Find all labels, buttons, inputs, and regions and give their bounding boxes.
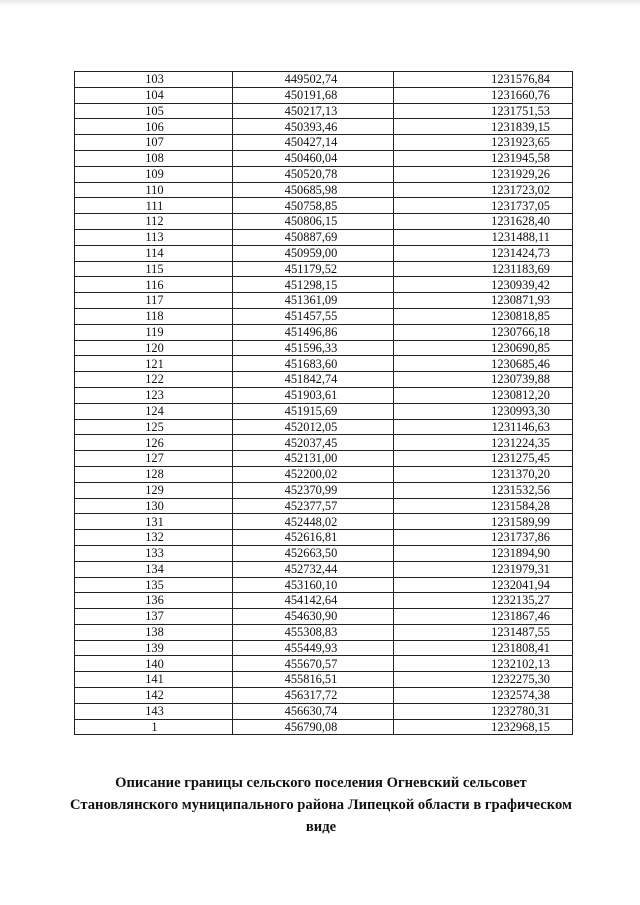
y-coordinate-cell: 1231275,45 [394,451,573,467]
point-number-cell: 111 [75,198,233,214]
table-row [75,261,573,277]
x-coordinate-cell: 450427,14 [233,135,394,151]
x-coordinate-cell: 450393,46 [233,119,394,135]
table-row [75,245,573,261]
x-coordinate-cell: 452012,05 [233,419,394,435]
x-coordinate-cell: 451496,86 [233,324,394,340]
x-coordinate-cell: 450191,68 [233,87,394,103]
x-coordinate-cell: 452131,00 [233,451,394,467]
x-coordinate-cell: 450887,69 [233,229,394,245]
table-row [75,119,573,135]
y-coordinate-cell: 1230739,88 [394,372,573,388]
coordinates-table [74,71,573,735]
point-number-cell: 113 [75,229,233,245]
x-coordinate-cell: 456790,08 [233,719,394,735]
point-number-cell: 138 [75,624,233,640]
table-row [75,372,573,388]
point-number-cell: 114 [75,245,233,261]
point-number-cell: 140 [75,656,233,672]
point-number-cell: 136 [75,593,233,609]
table-row [75,166,573,182]
y-coordinate-cell: 1231660,76 [394,87,573,103]
y-coordinate-cell: 1230993,30 [394,403,573,419]
coordinates-table-body [75,72,573,735]
x-coordinate-cell: 449502,74 [233,72,394,88]
table-row [75,466,573,482]
point-number-cell: 135 [75,577,233,593]
y-coordinate-cell: 1232135,27 [394,593,573,609]
y-coordinate-cell: 1230812,20 [394,387,573,403]
y-coordinate-cell: 1231894,90 [394,545,573,561]
y-coordinate-cell: 1231737,05 [394,198,573,214]
table-row [75,593,573,609]
x-coordinate-cell: 450959,00 [233,245,394,261]
y-coordinate-cell: 1231424,73 [394,245,573,261]
y-coordinate-cell: 1231488,11 [394,229,573,245]
x-coordinate-cell: 455670,57 [233,656,394,672]
x-coordinate-cell: 450217,13 [233,103,394,119]
y-coordinate-cell: 1232102,13 [394,656,573,672]
point-number-cell: 105 [75,103,233,119]
point-number-cell: 128 [75,466,233,482]
x-coordinate-cell: 456630,74 [233,703,394,719]
table-row [75,514,573,530]
x-coordinate-cell: 452377,57 [233,498,394,514]
table-row [75,498,573,514]
x-coordinate-cell: 451457,55 [233,308,394,324]
table-row [75,530,573,546]
point-number-cell: 131 [75,514,233,530]
caption-line-3: виде [305,819,337,835]
point-number-cell: 115 [75,261,233,277]
table-row [75,293,573,309]
x-coordinate-cell: 451596,33 [233,340,394,356]
y-coordinate-cell: 1231532,56 [394,482,573,498]
y-coordinate-cell: 1231839,15 [394,119,573,135]
point-number-cell: 126 [75,435,233,451]
caption-line-1: Описание границы сельского поселения Огневский сельсовет [115,775,527,791]
y-coordinate-cell: 1232041,94 [394,577,573,593]
x-coordinate-cell: 450758,85 [233,198,394,214]
y-coordinate-cell: 1231487,55 [394,624,573,640]
table-row [75,688,573,704]
point-number-cell: 139 [75,640,233,656]
y-coordinate-cell: 1232780,31 [394,703,573,719]
y-coordinate-cell: 1230818,85 [394,308,573,324]
point-number-cell: 109 [75,166,233,182]
table-row [75,672,573,688]
point-number-cell: 106 [75,119,233,135]
table-row [75,545,573,561]
x-coordinate-cell: 452616,81 [233,530,394,546]
y-coordinate-cell: 1231224,35 [394,435,573,451]
table-row [75,356,573,372]
table-row [75,87,573,103]
point-number-cell: 118 [75,308,233,324]
x-coordinate-cell: 451903,61 [233,387,394,403]
y-coordinate-cell: 1231576,84 [394,72,573,88]
table-row [75,419,573,435]
x-coordinate-cell: 454630,90 [233,609,394,625]
point-number-cell: 1 [75,719,233,735]
y-coordinate-cell: 1230685,46 [394,356,573,372]
x-coordinate-cell: 451915,69 [233,403,394,419]
x-coordinate-cell: 451298,15 [233,277,394,293]
section-caption [60,772,582,838]
table-row [75,324,573,340]
table-row [75,229,573,245]
scan-top-edge [0,0,640,6]
y-coordinate-cell: 1231923,65 [394,135,573,151]
y-coordinate-cell: 1231929,26 [394,166,573,182]
x-coordinate-cell: 451361,09 [233,293,394,309]
y-coordinate-cell: 1231183,69 [394,261,573,277]
y-coordinate-cell: 1231751,53 [394,103,573,119]
y-coordinate-cell: 1232275,30 [394,672,573,688]
table-row [75,656,573,672]
point-number-cell: 134 [75,561,233,577]
table-row [75,150,573,166]
y-coordinate-cell: 1231584,28 [394,498,573,514]
x-coordinate-cell: 452200,02 [233,466,394,482]
x-coordinate-cell: 450520,78 [233,166,394,182]
y-coordinate-cell: 1231979,31 [394,561,573,577]
table-row [75,482,573,498]
x-coordinate-cell: 452732,44 [233,561,394,577]
y-coordinate-cell: 1230690,85 [394,340,573,356]
point-number-cell: 103 [75,72,233,88]
table-row [75,703,573,719]
y-coordinate-cell: 1232968,15 [394,719,573,735]
table-row [75,198,573,214]
point-number-cell: 133 [75,545,233,561]
table-row [75,103,573,119]
table-row [75,214,573,230]
point-number-cell: 121 [75,356,233,372]
point-number-cell: 119 [75,324,233,340]
point-number-cell: 107 [75,135,233,151]
point-number-cell: 120 [75,340,233,356]
y-coordinate-cell: 1231945,58 [394,150,573,166]
table-row [75,640,573,656]
x-coordinate-cell: 456317,72 [233,688,394,704]
table-row [75,135,573,151]
point-number-cell: 110 [75,182,233,198]
x-coordinate-cell: 451179,52 [233,261,394,277]
x-coordinate-cell: 455816,51 [233,672,394,688]
table-row [75,277,573,293]
x-coordinate-cell: 451683,60 [233,356,394,372]
x-coordinate-cell: 452448,02 [233,514,394,530]
point-number-cell: 125 [75,419,233,435]
point-number-cell: 130 [75,498,233,514]
table-row [75,577,573,593]
point-number-cell: 143 [75,703,233,719]
point-number-cell: 122 [75,372,233,388]
x-coordinate-cell: 455308,83 [233,624,394,640]
table-row [75,182,573,198]
x-coordinate-cell: 455449,93 [233,640,394,656]
table-row [75,561,573,577]
x-coordinate-cell: 453160,10 [233,577,394,593]
point-number-cell: 117 [75,293,233,309]
point-number-cell: 141 [75,672,233,688]
table-row [75,609,573,625]
point-number-cell: 127 [75,451,233,467]
point-number-cell: 116 [75,277,233,293]
y-coordinate-cell: 1231146,63 [394,419,573,435]
y-coordinate-cell: 1232574,38 [394,688,573,704]
y-coordinate-cell: 1231808,41 [394,640,573,656]
point-number-cell: 129 [75,482,233,498]
table-row [75,403,573,419]
point-number-cell: 104 [75,87,233,103]
point-number-cell: 124 [75,403,233,419]
table-row [75,624,573,640]
table-row [75,340,573,356]
y-coordinate-cell: 1231370,20 [394,466,573,482]
y-coordinate-cell: 1230871,93 [394,293,573,309]
caption-line-2: Становлянского муниципального района Липецкой области в графическом [70,797,572,813]
x-coordinate-cell: 452370,99 [233,482,394,498]
table-row [75,719,573,735]
point-number-cell: 108 [75,150,233,166]
table-row [75,451,573,467]
table-row [75,387,573,403]
y-coordinate-cell: 1230766,18 [394,324,573,340]
x-coordinate-cell: 452037,45 [233,435,394,451]
y-coordinate-cell: 1231723,02 [394,182,573,198]
table-row [75,72,573,88]
y-coordinate-cell: 1231589,99 [394,514,573,530]
x-coordinate-cell: 452663,50 [233,545,394,561]
point-number-cell: 123 [75,387,233,403]
table-row [75,435,573,451]
point-number-cell: 142 [75,688,233,704]
y-coordinate-cell: 1231737,86 [394,530,573,546]
y-coordinate-cell: 1230939,42 [394,277,573,293]
x-coordinate-cell: 450806,15 [233,214,394,230]
table-row [75,308,573,324]
point-number-cell: 137 [75,609,233,625]
x-coordinate-cell: 450685,98 [233,182,394,198]
y-coordinate-cell: 1231628,40 [394,214,573,230]
y-coordinate-cell: 1231867,46 [394,609,573,625]
x-coordinate-cell: 454142,64 [233,593,394,609]
point-number-cell: 112 [75,214,233,230]
x-coordinate-cell: 450460,04 [233,150,394,166]
point-number-cell: 132 [75,530,233,546]
x-coordinate-cell: 451842,74 [233,372,394,388]
